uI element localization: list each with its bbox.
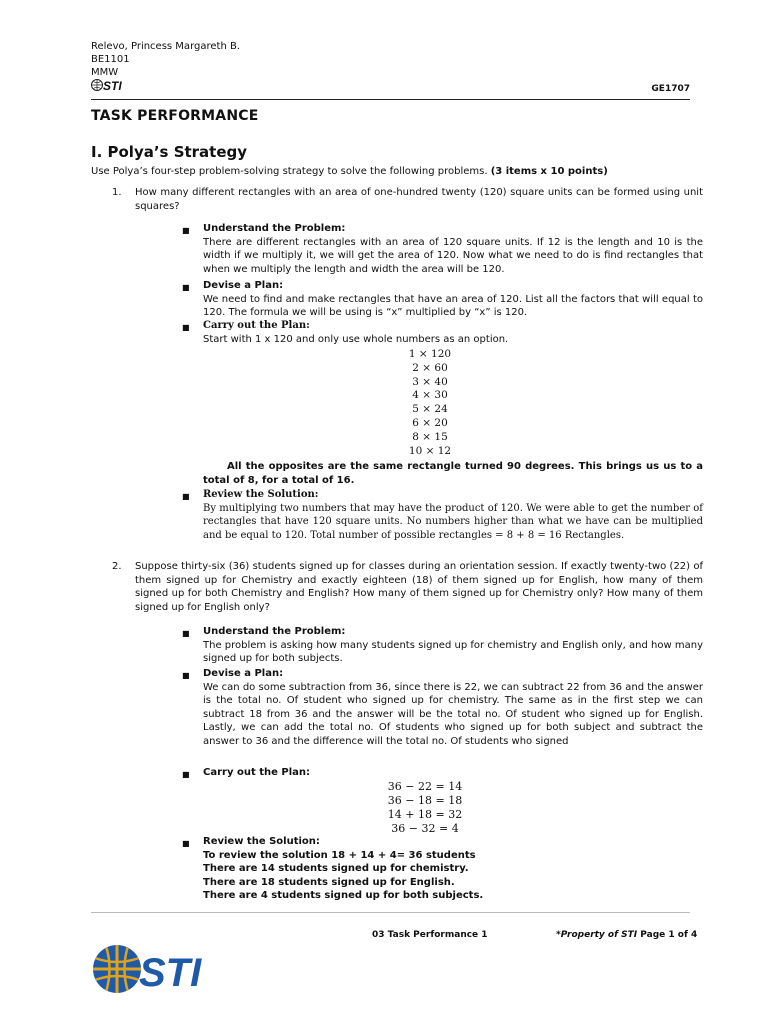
- q2-review-line: There are 18 students signed up for English.: [203, 876, 455, 888]
- q2-review-heading: Review the Solution:: [203, 836, 320, 847]
- q1-carry-conclusion: All the opposites are the same rectangle turned 90 degrees. This brings us us to a total of 8, for a total of 16.: [203, 461, 703, 486]
- student-name: Relevo, Princess Margareth B.: [91, 41, 240, 52]
- q2-text: Suppose thirty-six (36) students signed up for classes during an orientation session. If exactly twenty-two (22) of them signed up for Chemistry and exactly eighteen (18) of them signed up for English, how many of them signed up for both Chemistry and English? How many of them signed up for Chemistry only? How many of them signed up for English only?: [135, 561, 703, 613]
- q1-devise: [203, 279, 703, 320]
- q1-devise-text: We need to find and make rectangles that have an area of 120. List all the factors that will equal to 120. The formula we will be using is “x” multiplied by “x” is 120.: [203, 293, 703, 318]
- instructions: [91, 165, 691, 178]
- q2-understand-heading: Understand the Problem:: [203, 626, 346, 637]
- bullet-icon: ■: [182, 226, 190, 235]
- q2-carry: [203, 766, 703, 780]
- q1-understand: [203, 222, 703, 276]
- factor-row: 1 × 120: [408, 348, 452, 360]
- q2-carry-heading: Carry out the Plan:: [203, 767, 310, 778]
- bullet-icon: ■: [182, 323, 190, 332]
- bullet-icon: ■: [182, 770, 190, 779]
- q2-devise-heading: Devise a Plan:: [203, 668, 284, 679]
- sti-logo-small: [91, 78, 133, 92]
- factor-row: 8 × 15: [412, 430, 448, 443]
- q1-number: 1.: [112, 187, 122, 198]
- q1-review-text: By multiplying two numbers that may have the product of 120. We were able to get the number of rectangles that have 120 square units. No numbers higher than what we have can be multiplied and be equal to 120. Total number of possible rectangles = 8 + 8 = 16 Rectangles.: [203, 502, 703, 541]
- q1-understand-heading: Understand the Problem:: [203, 223, 346, 234]
- equation-row: 36 − 18 = 18: [387, 794, 463, 807]
- bullet-icon: ■: [182, 839, 190, 848]
- footer-doc-label: 03 Task Performance 1: [372, 930, 488, 940]
- q1-understand-text: There are different rectangles with an area of 120 square units. If 12 is the length and 10 is the width if we multiply it, we will get the area of 120. Now what we need to do is find rectangles that when we multiply the length and width the area will be 120.: [203, 236, 703, 275]
- q2-devise-text: We can do some subtraction from 36, since there is 22, we can subtract 22 from 36 and the answer is the total no. Of student who signed up for chemistry. The same as in the first step we can subtract 18 from 36 and the answer will be the total no. Of student who signed up for English. Lastly, we can add the total no. Of students who signed up for both subject and subtract the answer to 36 and the difference will the total no. Of students who signed: [203, 681, 703, 747]
- instructions-points: (3 items x 10 points): [490, 166, 608, 177]
- q2-equations: [370, 780, 480, 836]
- header-rule: [91, 99, 690, 100]
- q2-number: 2.: [112, 561, 122, 572]
- q2-understand: [203, 625, 703, 666]
- bullet-icon: ■: [182, 492, 190, 501]
- footer-rule: [91, 912, 690, 913]
- q1-factor-list: [380, 348, 480, 458]
- sti-logo-large: [89, 940, 249, 998]
- equation-row: 36 − 22 = 14: [387, 780, 463, 793]
- factor-row: 6 × 20: [412, 416, 448, 429]
- section-title: I. Polya’s Strategy: [91, 143, 248, 161]
- factor-row: 5 × 24: [412, 403, 448, 416]
- course-code: GE1707: [651, 84, 690, 94]
- q1-devise-heading: Devise a Plan:: [203, 280, 284, 291]
- q1-text: How many different rectangles with an area of one-hundred twenty (120) square units can be formed using unit squares?: [135, 187, 703, 212]
- factor-row: 10 × 12: [408, 444, 452, 457]
- q1-review-heading: Review the Solution:: [203, 489, 319, 500]
- q1-review: [203, 488, 703, 542]
- student-section: BE1101: [91, 54, 130, 65]
- q2-review: [203, 835, 703, 903]
- logo-small-text: STI: [103, 79, 122, 92]
- q1-carry: [203, 319, 703, 346]
- page-title: TASK PERFORMANCE: [91, 108, 259, 124]
- equation-row: 14 + 18 = 32: [387, 808, 463, 821]
- instructions-text: Use Polya’s four-step problem-solving strategy to solve the following problems.: [91, 166, 488, 177]
- equation-row: 36 − 32 = 4: [391, 822, 459, 835]
- q2-devise: [203, 667, 703, 748]
- bullet-icon: ■: [182, 283, 190, 292]
- factor-row: 4 × 30: [412, 389, 448, 402]
- factor-row: 3 × 40: [412, 375, 448, 388]
- q2-understand-text: The problem is asking how many students signed up for chemistry and English only, and how many signed up for both subjects.: [203, 639, 703, 664]
- q2-review-line: There are 14 students signed up for chemistry.: [203, 863, 469, 874]
- subject-code: MMW: [91, 67, 119, 78]
- bullet-icon: ■: [182, 671, 190, 680]
- q1-carry-text: Start with 1 x 120 and only use whole numbers as an option.: [203, 333, 509, 345]
- bullet-icon: ■: [182, 629, 190, 638]
- q1-carry-heading: Carry out the Plan:: [203, 320, 310, 331]
- footer-page-info: *Property of STI Page 1 of 4: [556, 930, 698, 940]
- q2-review-line: There are 4 students signed up for both subjects.: [203, 890, 484, 901]
- logo-large-text: STI: [139, 951, 202, 995]
- factor-row: 2 × 60: [412, 361, 448, 374]
- q2-review-line: To review the solution 18 + 14 + 4= 36 students: [203, 849, 476, 861]
